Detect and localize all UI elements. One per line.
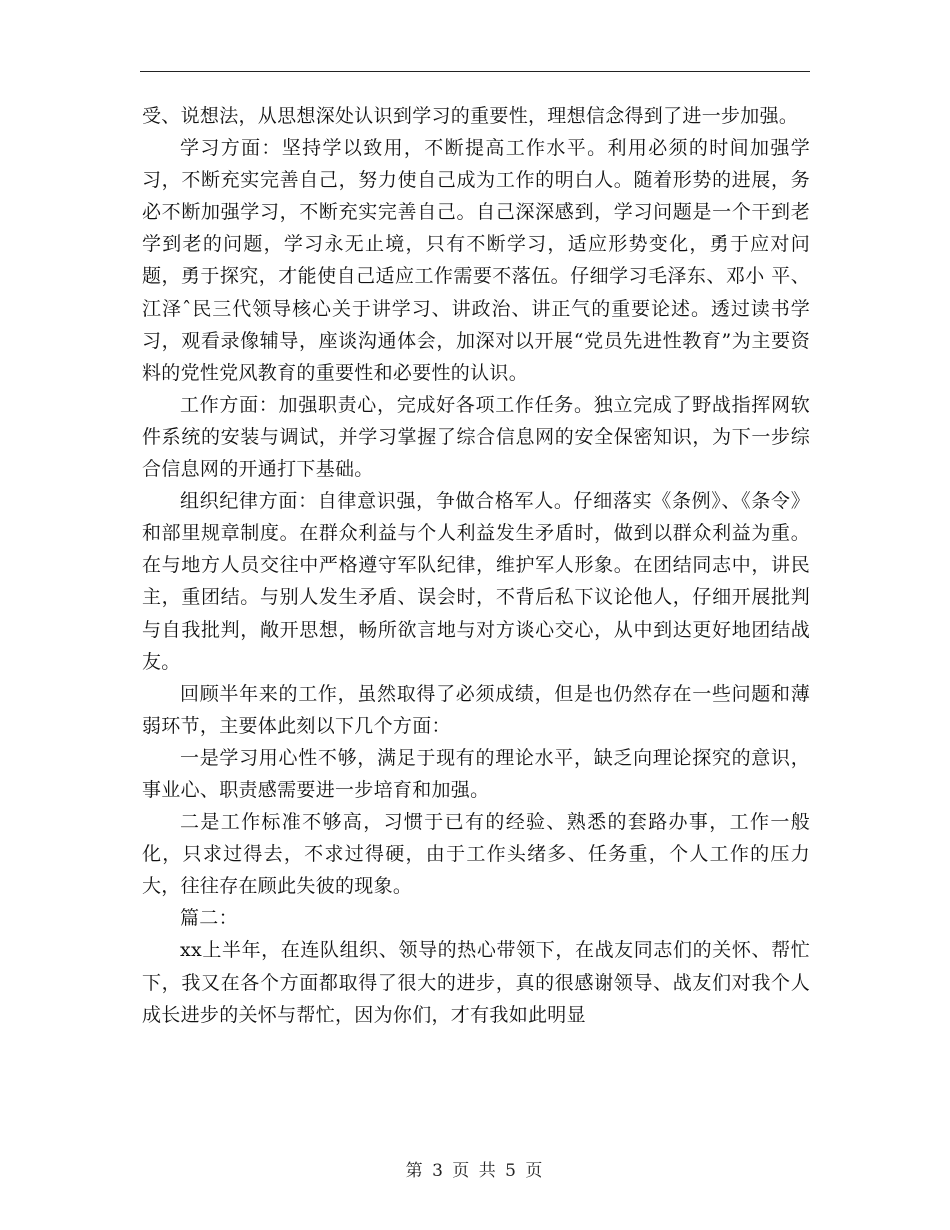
paragraph: 学习方面：坚持学以致用，不断提高工作水平。利用必须的时间加强学习，不断充实完善自己，努力使自己成为工作的明白人。随着形势的进展，务必不断加强学习，不断充实完善自己。自己深深感到，学习问题是一个干到老学到老的问题，学习永无止境，只有不断学习，适应形势变化，勇于应对问题，勇于探究，才能使自己适应工作需要不落伍。仔细学习毛泽东、邓小 平、江泽ˆ民三代领导核心关于讲学习、讲政治、讲正气的重要论述。透过读书学习，观看录像辅导，座谈沟通体会，加深对以开展“党员先进性教育”为主要资料的党性党风教育的重要性和必要性的认识。 [142, 137, 810, 384]
paragraph: 受、说想法，从思想深处认识到学习的重要性，理想信念得到了进一步加强。 [142, 105, 799, 127]
paragraph: 回顾半年来的工作，虽然取得了必须成绩，但是也仍然存在一些问题和薄弱环节，主要体此刻以下几个方面： [142, 682, 810, 737]
paragraph: 组织纪律方面：自律意识强，争做合格军人。仔细落实《条例》、《条令》和部里规章制度。在群众利益与个人利益发生矛盾时，做到以群众利益为重。在与地方人员交往中严格遵守军队纪律，维护军人形象。在团结同志中，讲民主，重团结。与别人发生矛盾、误会时，不背后私下议论他人，仔细开展批判与自我批判，敞开思想，畅所欲言地与对方谈心交心，从中到达更好地团结战友。 [142, 490, 810, 673]
paragraph: 一是学习用心性不够，满足于现有的理论水平，缺乏向理论探究的意识，事业心、职责感需要进一步培育和加强。 [142, 746, 810, 801]
paragraph: 工作方面：加强职责心，完成好各项工作任务。独立完成了野战指挥网软件系统的安装与调试，并学习掌握了综合信息网的安全保密知识，为下一步综合信息网的开通打下基础。 [142, 393, 810, 481]
section-heading: 篇二： [180, 907, 238, 930]
document-body [142, 100, 810, 1031]
header-rule [140, 71, 810, 72]
paragraph: 二是工作标准不够高，习惯于已有的经验、熟悉的套路办事，工作一般化，只求过得去，不求过得硬，由于工作头绪多、任务重，个人工作的压力大，往往存在顾此失彼的现象。 [142, 811, 810, 898]
page-number: 第 3 页 共 5 页 [405, 1161, 545, 1181]
paragraph: xx上半年，在连队组织、领导的热心带领下，在战友同志们的关怀、帮忙下，我又在各个方面都取得了很大的进步，真的很感谢领导、战友们对我个人成长进步的关怀与帮忙，因为你们，才有我如此明显 [142, 939, 810, 1026]
